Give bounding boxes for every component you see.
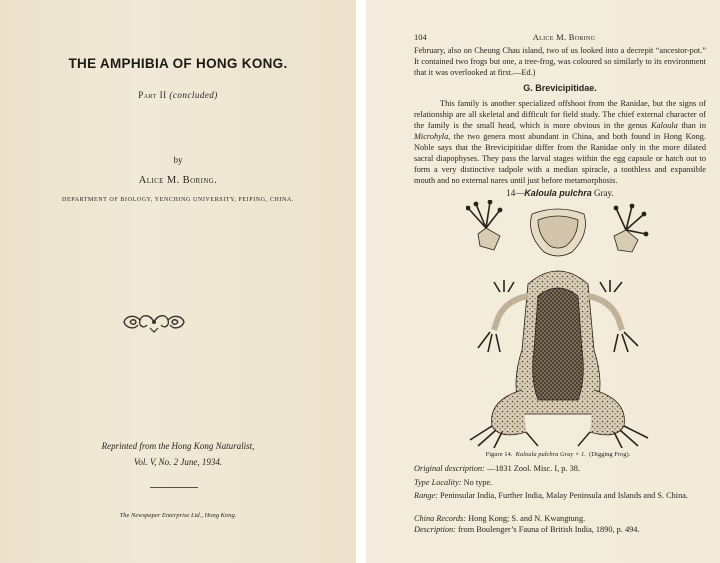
paragraph-text-b: than in [677,121,706,130]
caption-text: Kaloula pulchra Gray × 1. [515,451,586,458]
article-title: THE AMPHIBIA OF HONG KONG. [68,56,288,71]
genus-microhyla: Microhyla [414,132,449,141]
species-author: Gray. [591,188,614,198]
frog-illustration-icon [466,200,652,448]
species-heading [414,188,706,198]
caption-common-name: (Digging Frog). [589,451,631,458]
part-note: (concluded) [169,90,218,100]
caption-number: Figure 14. [485,451,513,458]
entry-original-description: Original description: —1831 Zool. Misc. I, p. 38. [414,464,580,473]
publisher-line: The Newspaper Enterprise Ltd., Hong Kong. [119,512,237,519]
species-number: 14— [506,188,525,198]
entry-range: Range: Peninsular India, Further India, Malay Peninsula and Islands and S. China. [414,491,688,500]
left-page [0,0,356,563]
species-name: Kaloula pulchra [524,188,592,198]
by-line: by [173,155,183,165]
author-affiliation: DEPARTMENT OF BIOLOGY, YENCHING UNIVERSITY, PEIPING, CHINA. [62,197,294,203]
continued-paragraph: February, also on Cheung Chau island, two of us looked into a decrepit “ancestor-pot.” It contained two frogs but one, a tree-frog, was coloured so similarly to its environment that it was overlooked at first.—Ed.) [414,46,706,77]
author-name: Alice M. Boring. [138,175,218,186]
part-label [0,90,356,100]
paragraph-text-c: , the two genera most abundant in China, and both found in Hong Kong. Noble says that the Brevicipitidae differ from the Ranidae only in the more dilated sacral diapophyses. They pass the larval stages within the egg capsule or hatch out to form a very distinctive tadpole with a median spiracle, a toothless and expansible mouth and no external nares until just before metamorphosis. [414,132,706,185]
entry-description: Description: from Boulenger’s Fauna of British India, 1890, p. 494. [414,525,640,534]
section-heading: G. Brevicipitidae. [523,83,597,93]
entry-type-locality: Type Locality: No type. [414,478,493,487]
family-description [414,98,706,186]
reprint-notice [0,438,356,470]
paragraph-text-a: This family is another specialized offshoot from the Ranidae, but the signs of relationship are all skeletal and difficult for field study. The chief external character of the family is the small head, which is more obvious in the genus [414,99,706,130]
entry-china-records: China Records: Hong Kong; S. and N. Kwangtung. [414,514,586,523]
running-head: Alice M. Boring [532,32,596,42]
page-gutter [356,0,366,563]
divider-rule [150,487,198,488]
floral-ornament-icon [120,310,188,334]
genus-kaloula: Kaloula [651,121,678,130]
reprint-line-2: Vol. V, No. 2 June, 1934. [133,457,223,467]
reprint-line-1: Reprinted from the Hong Kong Naturalist, [101,441,255,451]
page-number: 104 [414,32,427,42]
part-prefix: Part II [138,90,167,100]
figure-caption [412,451,704,458]
